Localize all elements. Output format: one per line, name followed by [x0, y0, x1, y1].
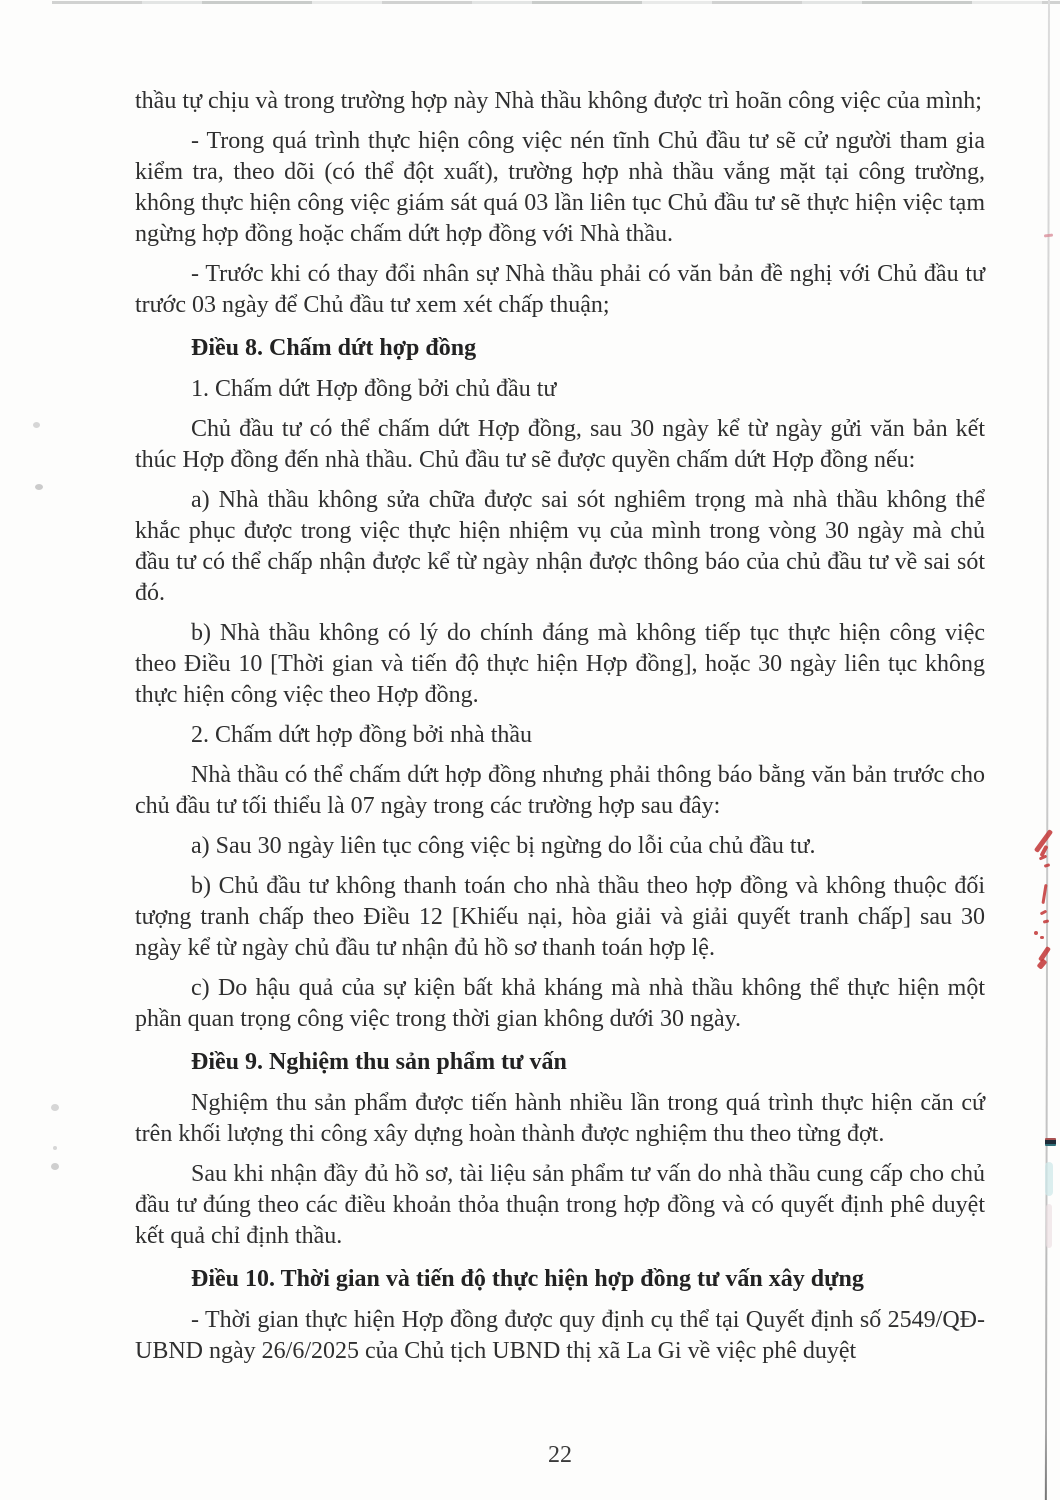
- scan-speck: [53, 1146, 57, 1150]
- red-ink-mark: [1040, 936, 1044, 939]
- scan-cyan-smudge: [1045, 1162, 1053, 1196]
- scan-top-edge-line: [52, 1, 1060, 4]
- paragraph: b) Chủ đầu tư không thanh toán cho nhà thầu theo hợp đồng và không thuộc đối tượng tranh chấp theo Điều 12 [Khiếu nại, hòa giải và giải quyết tranh chấp] sau 30 ngày kể từ ngày chủ đầu tư nhận đủ hồ sơ thanh toán hợp lệ.: [135, 873, 985, 961]
- red-ink-mark: [1034, 931, 1038, 935]
- paragraph: Nhà thầu có thể chấm dứt hợp đồng nhưng phải thông báo bằng văn bản trước cho chủ đầu tư tối thiểu là 07 ngày trong các trường hợp sau đây:: [135, 762, 985, 819]
- section-heading-dieu-8: Điều 8. Chấm dứt hợp đồng: [191, 335, 477, 361]
- paragraph: thầu tự chịu và trong trường hợp này Nhà thầu không được trì hoãn công việc của mình;: [135, 88, 982, 114]
- paragraph: c) Do hậu quả của sự kiện bất khả kháng mà nhà thầu không thể thực hiện một phần quan trọng công việc trong thời gian không dưới 30 ngày.: [135, 975, 985, 1032]
- red-ink-mark: [1043, 919, 1050, 923]
- paragraph: a) Nhà thầu không sửa chữa được sai sót nghiêm trọng mà nhà thầu không thể khắc phục được trong việc thực hiện nhiệm vụ của mình trong vòng 30 ngày mà chủ đầu tư có thể chấp nhận được kể từ ngày nhận được thông báo của chủ đầu tư về sai sót đó.: [135, 487, 985, 606]
- scan-speck: [51, 1163, 59, 1170]
- scan-page-fold-line: [1045, 0, 1050, 1500]
- paragraph: Sau khi nhận đầy đủ hồ sơ, tài liệu sản phẩm tư vấn do nhà thầu cung cấp cho chủ đầu tư đúng theo các điều khoản thỏa thuận trong hợp đồng và có quyết định phê duyệt kết quả chỉ định thầu.: [135, 1161, 985, 1249]
- paragraph: - Thời gian thực hiện Hợp đồng được quy định cụ thể tại Quyết định số 2549/QĐ-UBND ngày 26/6/2025 của Chủ tịch UBND thị xã La Gi về việc phê duyệt: [135, 1307, 985, 1364]
- page-number: 22: [548, 1442, 572, 1468]
- paragraph: 2. Chấm dứt hợp đồng bởi nhà thầu: [191, 722, 533, 748]
- paragraph: b) Nhà thầu không có lý do chính đáng mà không tiếp tục thực hiện công việc theo Điều 10 [Thời gian và tiến độ thực hiện Hợp đồng], hoặc 30 ngày liên tục không thực hiện công việc theo Hợp đồng.: [135, 620, 985, 708]
- red-ink-mark: [1044, 234, 1053, 238]
- paragraph: Nghiệm thu sản phẩm được tiến hành nhiều lần trong quá trình thực hiện căn cứ trên khối lượng thi công xây dựng hoàn thành được nghiệm thu theo từng đợt.: [135, 1090, 985, 1147]
- scan-pink-smudge: [1046, 1204, 1052, 1248]
- section-heading-dieu-10: Điều 10. Thời gian và tiến độ thực hiện hợp đồng tư vấn xây dựng: [191, 1266, 864, 1292]
- paragraph: a) Sau 30 ngày liên tục công việc bị ngừng do lỗi của chủ đầu tư.: [191, 833, 816, 859]
- document-body: [135, 86, 985, 1376]
- paragraph: - Trước khi có thay đổi nhân sự Nhà thầu phải có văn bản đề nghị với Chủ đầu tư trước 03 ngày để Chủ đầu tư xem xét chấp thuận;: [135, 261, 985, 318]
- paragraph: Chủ đầu tư có thể chấm dứt Hợp đồng, sau 30 ngày kể từ ngày gửi văn bản kết thúc Hợp đồng đến nhà thầu. Chủ đầu tư sẽ được quyền chấm dứt Hợp đồng nếu:: [135, 416, 985, 473]
- scan-speck: [51, 1104, 59, 1111]
- section-heading-dieu-9: Điều 9. Nghiệm thu sản phẩm tư vấn: [191, 1049, 567, 1075]
- paragraph: - Trong quá trình thực hiện công việc nén tĩnh Chủ đầu tư sẽ cử người tham gia kiểm tra, theo dõi (có thể đột xuất), trường hợp nhà thầu vắng mặt tại công trường, không thực hiện công việc giám sát quá 03 lần liên tục Chủ đầu tư sẽ thực hiện việc tạm ngừng hợp đồng hoặc chấm dứt hợp đồng với Nhà thầu.: [135, 128, 985, 247]
- scan-speck: [33, 422, 40, 428]
- paragraph: 1. Chấm dứt Hợp đồng bởi chủ đầu tư: [191, 376, 557, 402]
- scan-dark-mark: [1045, 1138, 1056, 1146]
- scan-speck: [35, 484, 43, 490]
